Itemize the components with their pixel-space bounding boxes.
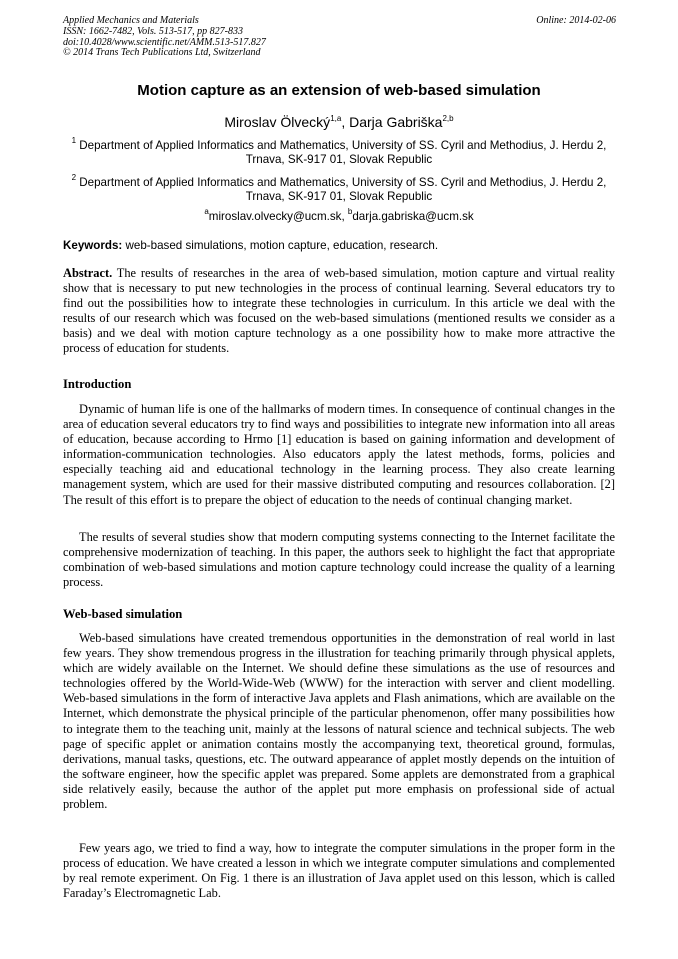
section-heading-web-based-simulation: Web-based simulation bbox=[63, 607, 183, 621]
body-paragraph: The results of several studies show that modern computing systems connecting to the Internet facilitate the comprehensive modernization of teaching. In this paper, the authors seek to highlight the fact that appropriate combination of web-based simulations and motion capture technology could increase the quality of a learning process. bbox=[63, 530, 615, 590]
copyright-line: © 2014 Trans Tech Publications Ltd, Switzerland bbox=[63, 47, 261, 59]
email-address: darja.gabriska@ucm.sk bbox=[352, 210, 474, 223]
issn-line: ISSN: 1662-7482, Vols. 513-517, pp 827-833 bbox=[63, 25, 243, 37]
journal-header bbox=[63, 16, 266, 59]
affiliation-2 bbox=[63, 173, 615, 204]
author-emails bbox=[63, 207, 615, 224]
keywords-label: Keywords: bbox=[63, 239, 123, 252]
keywords bbox=[63, 239, 615, 253]
journal-name: Applied Mechanics and Materials bbox=[63, 15, 199, 26]
affiliation-text: Department of Applied Informatics and Mathematics, University of SS. Cyril and Methodius, J. Herdu 2, Trnava, SK-917 01, Slovak Republic bbox=[79, 139, 607, 167]
affiliation-text: Department of Applied Informatics and Mathematics, University of SS. Cyril and Methodius, J. Herdu 2, Trnava, SK-917 01, Slovak Republic bbox=[79, 176, 607, 204]
abstract bbox=[63, 266, 615, 357]
affiliation-number: 2 bbox=[71, 173, 77, 182]
author-superscript: 1,a bbox=[330, 114, 342, 123]
abstract-text: The results of researches in the area of web-based simulation, motion capture and virtual reality show that is necessary to put new technologies in the process of continual learning. Several educators try to find out the possibilities how to integrate these technologies in curriculum. In this article we deal with the results of our research which was focused on the web-based simulations (mentioned results we consider as a basis) and we deal with motion capture technology as a one possibility how to make more attractive the process of education for students. bbox=[63, 266, 615, 356]
author-superscript: 2,b bbox=[442, 114, 454, 123]
email-separator: , bbox=[341, 210, 348, 223]
body-paragraph: Web-based simulations have created tremendous opportunities in the demonstration of real world in last few years. They show tremendous progress in the illustration for teaching primarily through physical applets, which are widely available on the Internet. We should define these simulations as the use of resources and technologies offered by the World-Wide-Web (WWW) for the interaction with server and client modelling. Web-based simulations in the form of interactive Java applets and Flash animations, which are available on the Internet, which demonstrate the physical principle of the particular phenomenon, offer many possibilities how to integrate them to the teaching unit, mainly at the lessons of natural science and technical subjects. The web page of specific applet or animation contains mostly the accompanying text, theoretical ground, formulas, derivations, manual tasks, questions, etc. The outward appearance of applet mostly depends on the intuition of the software engineer, how the specific applet was prepared. Some applets are demonstrated from a graphical side relatively easily, because the author of the applet put more emphasis on professional side of actual problem. bbox=[63, 631, 615, 812]
keywords-text: web-based simulations, motion capture, education, research. bbox=[122, 239, 439, 252]
abstract-label: Abstract. bbox=[63, 266, 113, 280]
body-paragraph: Dynamic of human life is one of the hallmarks of modern times. In consequence of continual changes in the area of education several educators try to find ways and possibilities to integrate new information into all areas of education, because according to Hrmo [1] education is based on gaining information and development of information-communication technologies. Also educators apply the latest methods, forms, policies and especially teaching aid and educational technology in the learning process. They also create learning management system, which are used for their massive distributed computing and resources collaboration. [2] The result of this effort is to prepare the object of education to the needs of continual changing market. bbox=[63, 402, 615, 507]
section-heading-introduction: Introduction bbox=[63, 377, 132, 391]
author-separator: , bbox=[341, 114, 350, 130]
affiliation-number: 1 bbox=[71, 136, 77, 145]
email-address: miroslav.olvecky@ucm.sk bbox=[208, 210, 342, 223]
email-marker: b bbox=[347, 207, 353, 216]
affiliation-1 bbox=[63, 136, 615, 167]
email-marker: a bbox=[204, 207, 209, 216]
doi-line: doi:10.4028/www.scientific.net/AMM.513-517.827 bbox=[63, 36, 266, 48]
author-name: Miroslav Ölvecký bbox=[224, 114, 331, 130]
body-paragraph: Few years ago, we tried to find a way, how to integrate the computer simulations in the proper form in the process of education. We have created a lesson in which we integrate computer simulations and complemented by real remote experiment. On Fig. 1 there is an illustration of Java applet used on this lesson, which is called Faraday’s Electromagnetic Lab. bbox=[63, 841, 615, 901]
paper-title: Motion capture as an extension of web-based simulation bbox=[137, 82, 541, 99]
author-list bbox=[63, 113, 615, 131]
author-name: Darja Gabriška bbox=[349, 114, 443, 130]
online-date: Online: 2014-02-06 bbox=[536, 15, 616, 26]
